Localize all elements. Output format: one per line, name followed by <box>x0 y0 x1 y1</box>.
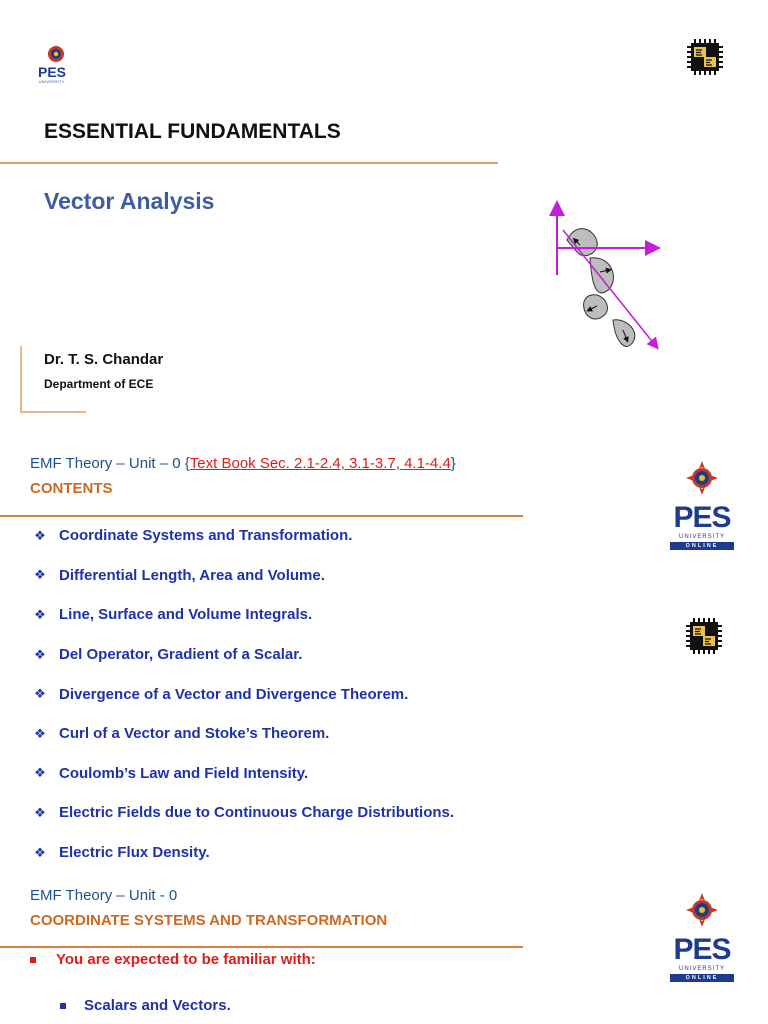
diamond-bullet-icon: ❖ <box>34 527 46 543</box>
contents-item-label: Curl of a Vector and Stoke’s Theorem. <box>59 725 330 743</box>
contents-item-label: Coordinate Systems and Transformation. <box>59 527 353 545</box>
pes-wordmark: PES <box>673 933 731 966</box>
author-department: Department of ECE <box>44 377 154 391</box>
pes-university-label: UNIVERSITY <box>39 80 66 84</box>
expected-familiar-line <box>30 951 316 968</box>
expected-text: You are expected to be familiar with: <box>56 951 316 968</box>
contents-list-item <box>33 635 533 675</box>
contents-list-item <box>33 674 533 714</box>
contents-list-item <box>33 556 533 596</box>
sub-item-label: Scalars and Vectors. <box>84 997 231 1014</box>
pes-emblem-icon <box>46 44 66 64</box>
section-divider <box>0 946 523 948</box>
contents-item-label: Coulomb’s Law and Field Intensity. <box>59 764 309 782</box>
diamond-bullet-icon: ❖ <box>34 646 46 662</box>
diamond-bullet-icon: ❖ <box>34 765 46 781</box>
contents-item-label: Del Operator, Gradient of a Scalar. <box>59 646 303 664</box>
contents-heading: CONTENTS <box>30 480 113 497</box>
contents-item-label: Divergence of a Vector and Divergence Theorem. <box>59 685 409 703</box>
diamond-bullet-icon: ❖ <box>34 567 46 583</box>
sub-item <box>60 997 231 1014</box>
unit-reference-line <box>30 455 456 472</box>
author-bracket-vertical <box>20 346 22 412</box>
diamond-bullet-icon: ❖ <box>34 804 46 820</box>
contents-list-item <box>33 754 533 794</box>
contents-list-item <box>33 833 533 873</box>
pes-logo-small <box>36 44 76 88</box>
pes-university-online-logo <box>668 461 736 551</box>
contents-list-item <box>33 714 533 754</box>
contents-list <box>33 516 533 872</box>
textbook-reference: Text Book Sec. 2.1-2.4, 3.1-3.7, 4.1-4.4 <box>189 455 451 472</box>
author-bracket-horizontal <box>20 411 86 413</box>
author-name: Dr. T. S. Chandar <box>44 351 164 368</box>
diamond-bullet-icon: ❖ <box>34 725 46 741</box>
pes-online-label: ONLINE <box>670 542 734 550</box>
pes-university-label: UNIVERSITY <box>678 534 725 540</box>
contents-item-label: Electric Flux Density. <box>59 844 210 862</box>
em-wave-illustration <box>545 200 670 360</box>
section-heading: COORDINATE SYSTEMS AND TRANSFORMATION <box>30 912 388 929</box>
pes-emblem-icon <box>686 893 718 927</box>
pes-university-label: UNIVERSITY <box>678 966 725 972</box>
contents-list-item <box>33 595 533 635</box>
diamond-bullet-icon: ❖ <box>34 686 46 702</box>
pes-emblem-icon <box>686 461 718 495</box>
diamond-bullet-icon: ❖ <box>34 606 46 622</box>
ece-chip-icon <box>685 37 725 77</box>
unit-prefix: EMF Theory – Unit – 0 { <box>30 455 190 472</box>
diamond-bullet-icon: ❖ <box>34 844 46 860</box>
unit-line-slide3: EMF Theory – Unit - 0 <box>30 887 178 904</box>
contents-item-label: Line, Surface and Volume Integrals. <box>59 606 313 624</box>
contents-item-label: Electric Fields due to Continuous Charge Distributions. <box>59 804 455 822</box>
slide-subtitle: Vector Analysis <box>44 188 215 214</box>
contents-item-label: Differential Length, Area and Volume. <box>59 566 325 584</box>
title-divider <box>0 162 498 164</box>
contents-list-item <box>33 793 533 833</box>
pes-university-online-logo <box>668 893 736 983</box>
square-bullet-icon <box>60 1003 66 1009</box>
pes-wordmark: PES <box>673 501 731 534</box>
contents-list-item <box>33 516 533 556</box>
pes-wordmark: PES <box>38 64 67 80</box>
slide-title: ESSENTIAL FUNDAMENTALS <box>44 120 341 143</box>
unit-suffix: } <box>450 455 456 472</box>
pes-online-label: ONLINE <box>670 974 734 982</box>
ece-chip-icon <box>684 616 724 656</box>
square-bullet-icon <box>30 957 36 963</box>
